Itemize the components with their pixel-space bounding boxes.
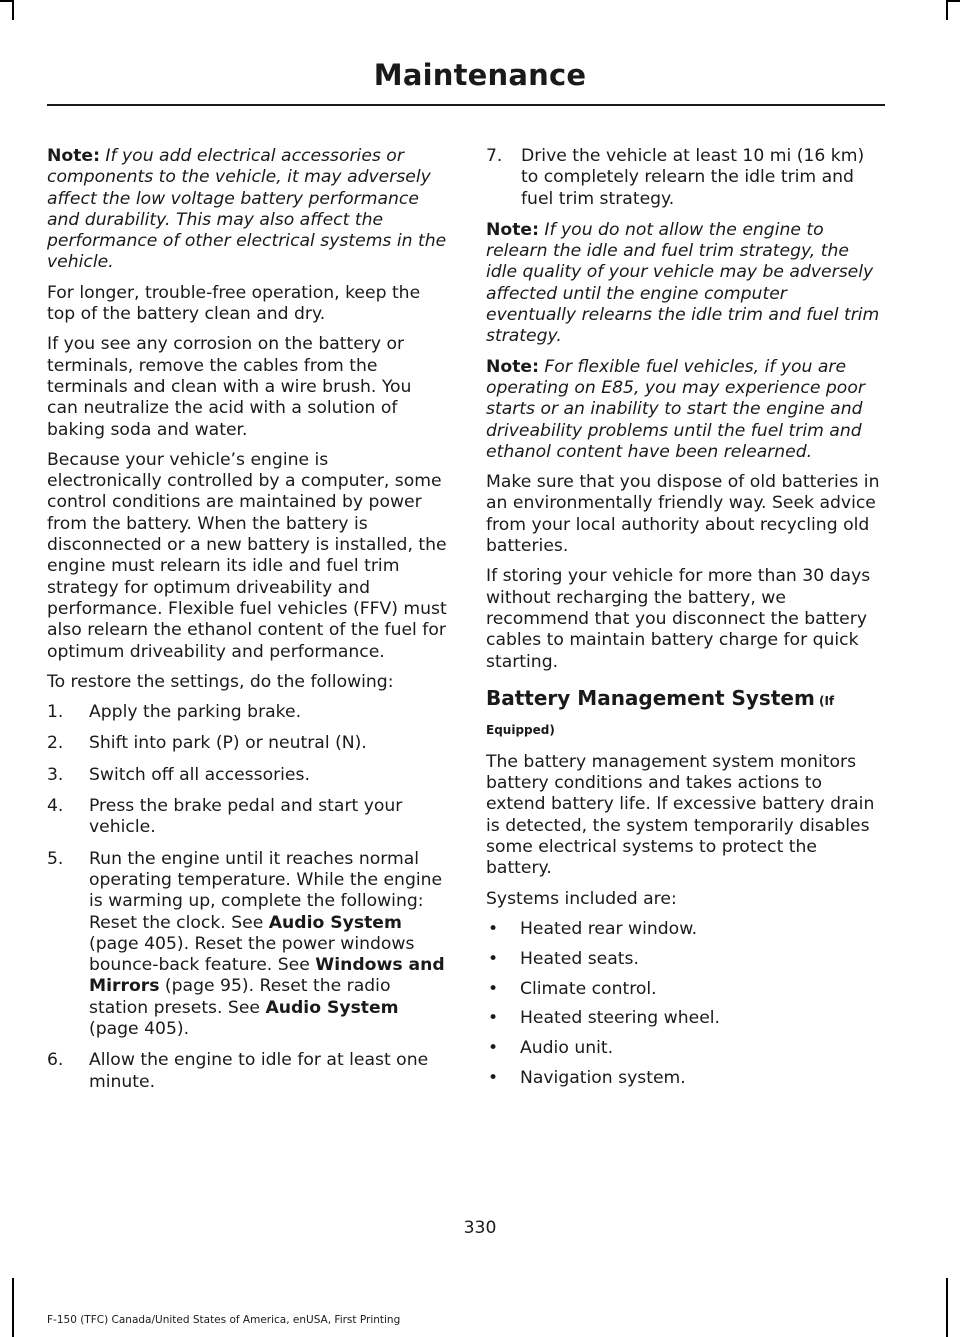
step-text: (page 405). <box>89 1018 190 1039</box>
step-text: (page 405). Reset the power windows bounce-back feature. See <box>89 933 415 976</box>
note-text: If you add electrical accessories or components to the vehicle, it may adversely affect the low voltage battery performance and durability. This may also affect the performance of other electrical systems in the vehicle. <box>47 146 447 273</box>
note-text: For flexible fuel vehicles, if you are operating on E85, you may experience poor starts or an inability to start the engine and driveability problems until the fuel trim and ethanol content have been relearned. <box>486 356 865 462</box>
crop-mark <box>12 1278 14 1337</box>
section-heading-suffix: (If Equipped) <box>486 693 835 737</box>
list-item <box>47 796 447 839</box>
step-number: 6. <box>47 1050 64 1071</box>
page-title: Maintenance <box>373 58 587 92</box>
crop-mark <box>946 0 948 20</box>
footer-text: F-150 (TFC) Canada/United States of America, enUSA, First Printing <box>47 1314 401 1326</box>
body-paragraph: Because your vehicle’s engine is electronically controlled by a computer, some control conditions are maintained by power from the battery. When the battery is disconnected or a new battery is installed, the engine must relearn its idle and fuel trim strategy for optimum driveability and performance. Flexible fuel vehicles (FFV) must also relearn the ethanol content of the fuel for optimum driveability and performance. <box>47 449 447 662</box>
crop-mark <box>946 1278 948 1337</box>
list-item <box>486 1038 882 1059</box>
bullet-icon: • <box>488 1067 499 1088</box>
bullet-text: Heated steering wheel. <box>520 1008 721 1029</box>
bullet-text: Heated rear window. <box>520 918 698 939</box>
step-number: 5. <box>47 848 64 869</box>
note-label: Note: <box>486 219 539 240</box>
note-paragraph <box>486 220 882 348</box>
crop-mark <box>946 0 960 2</box>
step-text: Apply the parking brake. <box>89 702 302 723</box>
cross-reference-link[interactable]: Windows and Mirrors <box>89 955 445 997</box>
cross-reference-link[interactable]: Audio System <box>265 997 399 1018</box>
note-label: Note: <box>486 356 539 377</box>
body-paragraph: For longer, trouble-free operation, keep the top of the battery clean and dry. <box>47 282 421 325</box>
list-item <box>47 702 447 723</box>
step-text: Drive the vehicle at least 10 mi (16 km) to completely relearn the idle trim and fuel trim strategy. <box>521 146 865 209</box>
step-number: 7. <box>486 146 503 166</box>
body-paragraph: To restore the settings, do the following: <box>47 671 394 692</box>
bullet-icon: • <box>488 1008 499 1029</box>
bullet-text: Audio unit. <box>520 1038 614 1059</box>
section-heading <box>486 685 882 743</box>
list-item <box>47 733 447 754</box>
page-number: 330 <box>463 1218 497 1238</box>
cross-reference-link[interactable]: Audio System <box>268 912 402 933</box>
list-item <box>47 765 447 786</box>
body-paragraph: The battery management system monitors battery conditions and takes actions to extend battery life. If excessive battery drain is detected, the system temporarily disables some electrical systems to protect the battery. <box>486 751 875 879</box>
list-item <box>47 849 447 1041</box>
list-item <box>486 146 882 210</box>
systems-list <box>486 919 882 1089</box>
section-heading-text: Battery Management System <box>486 685 815 710</box>
step-number: 1. <box>47 702 64 723</box>
step-text: Allow the engine to idle for at least one minute. <box>89 1050 429 1092</box>
crop-mark <box>12 0 14 20</box>
right-column <box>486 146 882 1098</box>
bullet-icon: • <box>488 948 499 969</box>
body-paragraph: If storing your vehicle for more than 30 days without recharging the battery, we recommend that you disconnect the battery cables to maintain battery charge for quick starting. <box>486 566 871 672</box>
list-item <box>486 1008 882 1029</box>
left-column <box>47 146 447 1103</box>
bullet-icon: • <box>488 918 499 939</box>
step-number: 3. <box>47 764 64 785</box>
list-item <box>486 919 882 940</box>
steps-list <box>47 702 447 1093</box>
crop-mark <box>0 0 12 2</box>
header-divider <box>47 104 885 106</box>
step-number: 2. <box>47 733 64 754</box>
list-item <box>47 1050 447 1093</box>
step-text: Shift into park (P) or neutral (N). <box>89 733 367 754</box>
step-text: Run the engine until it reaches normal operating temperature. While the engine is warming up, complete the following: Reset the clock. See <box>89 848 443 933</box>
note-paragraph <box>47 146 447 274</box>
step-number: 4. <box>47 796 64 817</box>
step-text: (page 95). Reset the radio station presets. See <box>89 976 391 1018</box>
list-item <box>486 979 882 1000</box>
list-item <box>486 949 882 970</box>
note-label: Note: <box>47 146 100 166</box>
bullet-text: Navigation system. <box>520 1067 686 1088</box>
steps-list <box>486 146 882 210</box>
list-item <box>486 1068 882 1089</box>
step-text: Switch off all accessories. <box>89 764 310 785</box>
body-paragraph: If you see any corrosion on the battery or terminals, remove the cables from the terminals and clean with a wire brush. You can neutralize the acid with a solution of baking soda and water. <box>47 334 412 440</box>
bullet-icon: • <box>488 978 499 999</box>
body-paragraph: Systems included are: <box>486 888 677 909</box>
note-text: If you do not allow the engine to relearn the idle and fuel trim strategy, the idle quality of your vehicle may be adversely affected until the engine computer eventually relearns the idle trim and fuel trim strategy. <box>486 219 880 347</box>
body-paragraph: Make sure that you dispose of old batteries in an environmentally friendly way. Seek advice from your local authority about recycling old batteries. <box>486 472 880 557</box>
bullet-text: Climate control. <box>520 978 657 999</box>
note-paragraph <box>486 357 882 463</box>
step-text: Press the brake pedal and start your vehicle. <box>89 796 403 838</box>
bullet-text: Heated seats. <box>520 948 639 969</box>
bullet-icon: • <box>488 1038 499 1059</box>
